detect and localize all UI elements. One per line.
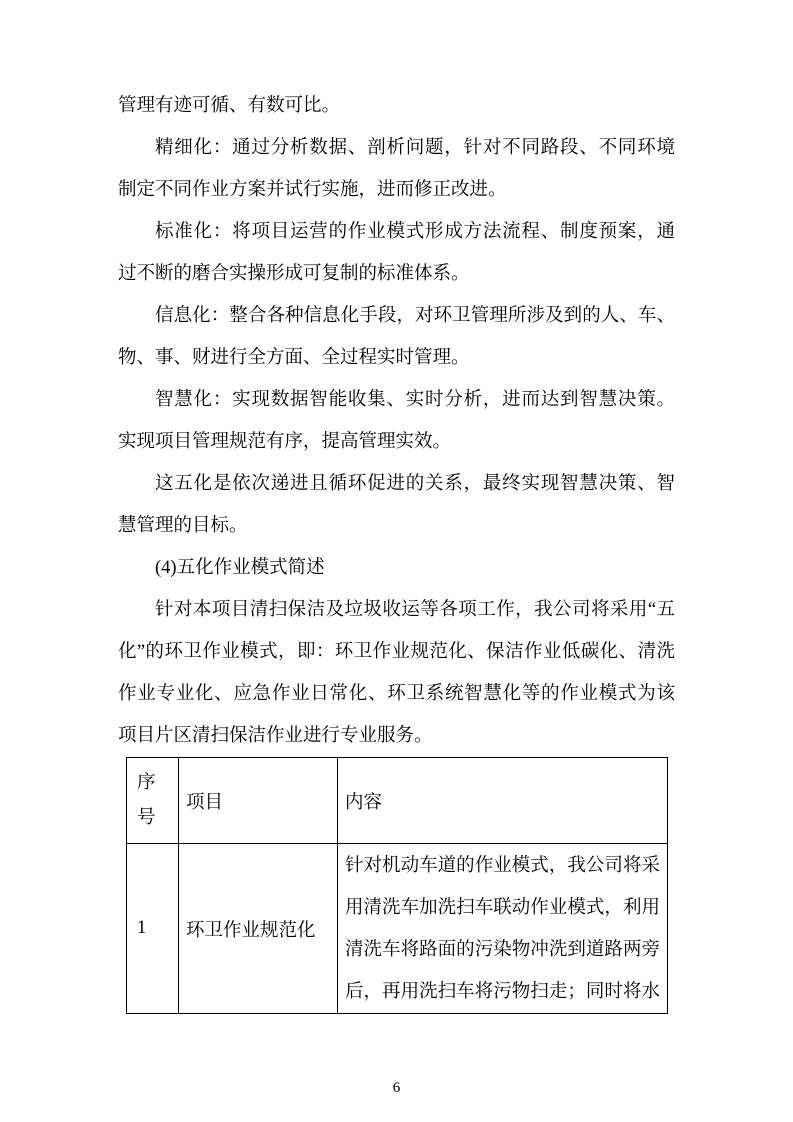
body-line: 过不断的磨合实操形成可复制的标准体系。 [118,264,470,284]
table-header-item: 项目 [179,758,338,844]
body-line: 慧管理的目标。 [118,516,248,536]
body-line: 管理有迹可循、有数可比。 [118,96,341,116]
table-header-content: 内容 [338,758,668,844]
body-line: 制定不同作业方案并试行实施，进而修正改进。 [118,180,507,200]
cell-content-line: 后，再用洗扫车将污物扫走；同时将水 [345,982,660,1002]
body-line: 化”的环卫作业模式，即：环卫作业规范化、保洁作业低碳化、清洗 [118,642,675,662]
body-line: (4)五化作业模式简述 [155,558,325,578]
document-body [118,85,675,757]
body-line: 项目片区清扫保洁作业进行专业服务。 [118,726,433,746]
cell-content-line: 用清洗车加洗扫车联动作业模式，利用 [345,898,660,918]
body-line: 标准化：将项目运营的作业模式形成方法流程、制度预案，通 [155,222,675,242]
table-body [127,844,668,1014]
cell-seq: 1 [127,844,179,1014]
body-line: 智慧化：实现数据智能收集、实时分析，进而达到智慧决策。 [155,390,675,410]
body-line: 精细化：通过分析数据、剖析问题，针对不同路段、不同环境 [155,138,675,158]
page-number: 6 [392,1080,401,1096]
body-line: 实现项目管理规范有序，提高管理实效。 [118,432,452,452]
table-row [127,844,668,1014]
table-header-seq: 序号 [127,758,179,844]
body-line: 信息化：整合各种信息化手段，对环卫管理所涉及到的人、车、 [155,306,675,326]
body-line: 针对本项目清扫保洁及垃圾收运等各项工作，我公司将采用“五 [155,600,675,620]
table-header-row [127,758,668,844]
cell-content-line: 清洗车将路面的污染物冲洗到道路两旁 [345,940,660,960]
body-line: 物、事、财进行全方面、全过程实时管理。 [118,348,470,368]
cell-content [338,844,668,1014]
cell-content-line: 针对机动车道的作业模式，我公司将采 [345,856,660,876]
cell-item: 环卫作业规范化 [179,844,338,1014]
work-mode-table [126,757,668,1014]
body-line: 这五化是依次递进且循环促进的关系，最终实现智慧决策、智 [155,474,675,494]
body-line: 作业专业化、应急作业日常化、环卫系统智慧化等的作业模式为该 [118,684,675,704]
